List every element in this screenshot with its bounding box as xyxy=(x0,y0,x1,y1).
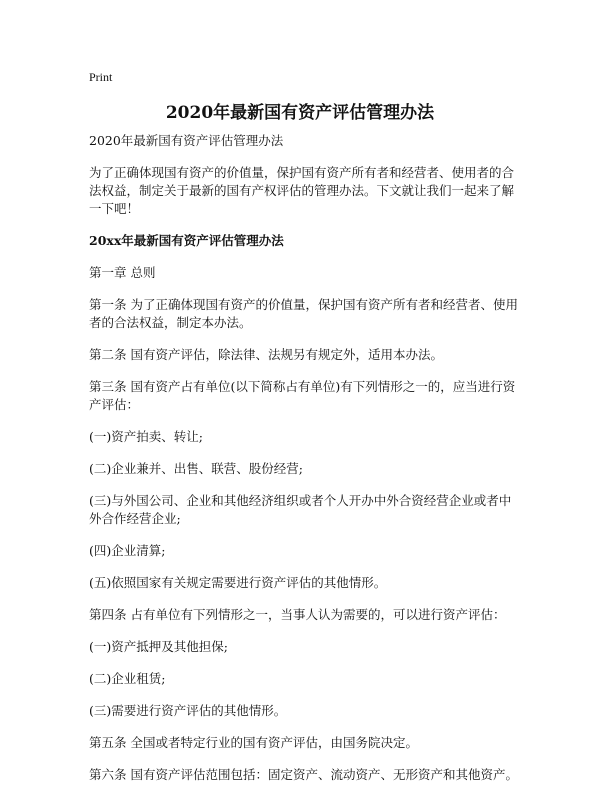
article-3-item-3: (三)与外国公司、企业和其他经济组织或者个人开办中外合资经营企业或者中外合作经营企业; xyxy=(89,493,512,526)
section-heading: 20xx年最新国有资产评估管理办法 xyxy=(89,233,284,248)
article-4: 第四条 占有单位有下列情形之一，当事人认为需要的，可以进行资产评估： xyxy=(89,607,506,622)
intro-paragraph: 为了正确体现国有资产的价值量，保护国有资产所有者和经营者、使用者的合法权益，制定关于最新的国有产权评估的管理办法。下文就让我们一起来了解一下吧！ xyxy=(89,165,515,216)
article-6: 第六条 国有资产评估范围包括：固定资产、流动资产、无形资产和其他资产。 xyxy=(89,767,518,782)
chapter-heading: 第一章 总则 xyxy=(89,265,156,280)
print-label: Print xyxy=(89,70,113,84)
article-3-item-5: (五)依照国家有关规定需要进行资产评估的其他情形。 xyxy=(89,575,387,590)
page-title: 2020年最新国有资产评估管理办法 xyxy=(165,103,435,123)
document-body xyxy=(89,132,519,798)
subtitle-paragraph: 2020年最新国有资产评估管理办法 xyxy=(89,133,284,148)
article-3-item-1: (一)资产拍卖、转让; xyxy=(89,429,203,444)
article-5: 第五条 全国或者特定行业的国有资产评估，由国务院决定。 xyxy=(89,735,418,750)
article-4-item-1: (一)资产抵押及其他担保; xyxy=(89,639,228,654)
article-4-item-3: (三)需要进行资产评估的其他情形。 xyxy=(89,703,287,718)
article-3-item-2: (二)企业兼并、出售、联营、股份经营; xyxy=(89,461,303,476)
article-3: 第三条 国有资产占有单位(以下简称占有单位)有下列情形之一的，应当进行资产评估： xyxy=(89,379,516,412)
article-4-item-2: (二)企业租赁; xyxy=(89,671,166,686)
article-2: 第二条 国有资产评估，除法律、法规另有规定外，适用本办法。 xyxy=(89,347,443,362)
article-1: 第一条 为了正确体现国有资产的价值量，保护国有资产所有者和经营者、使用者的合法权益，制定本办法。 xyxy=(89,297,518,330)
article-3-item-4: (四)企业清算; xyxy=(89,543,166,558)
